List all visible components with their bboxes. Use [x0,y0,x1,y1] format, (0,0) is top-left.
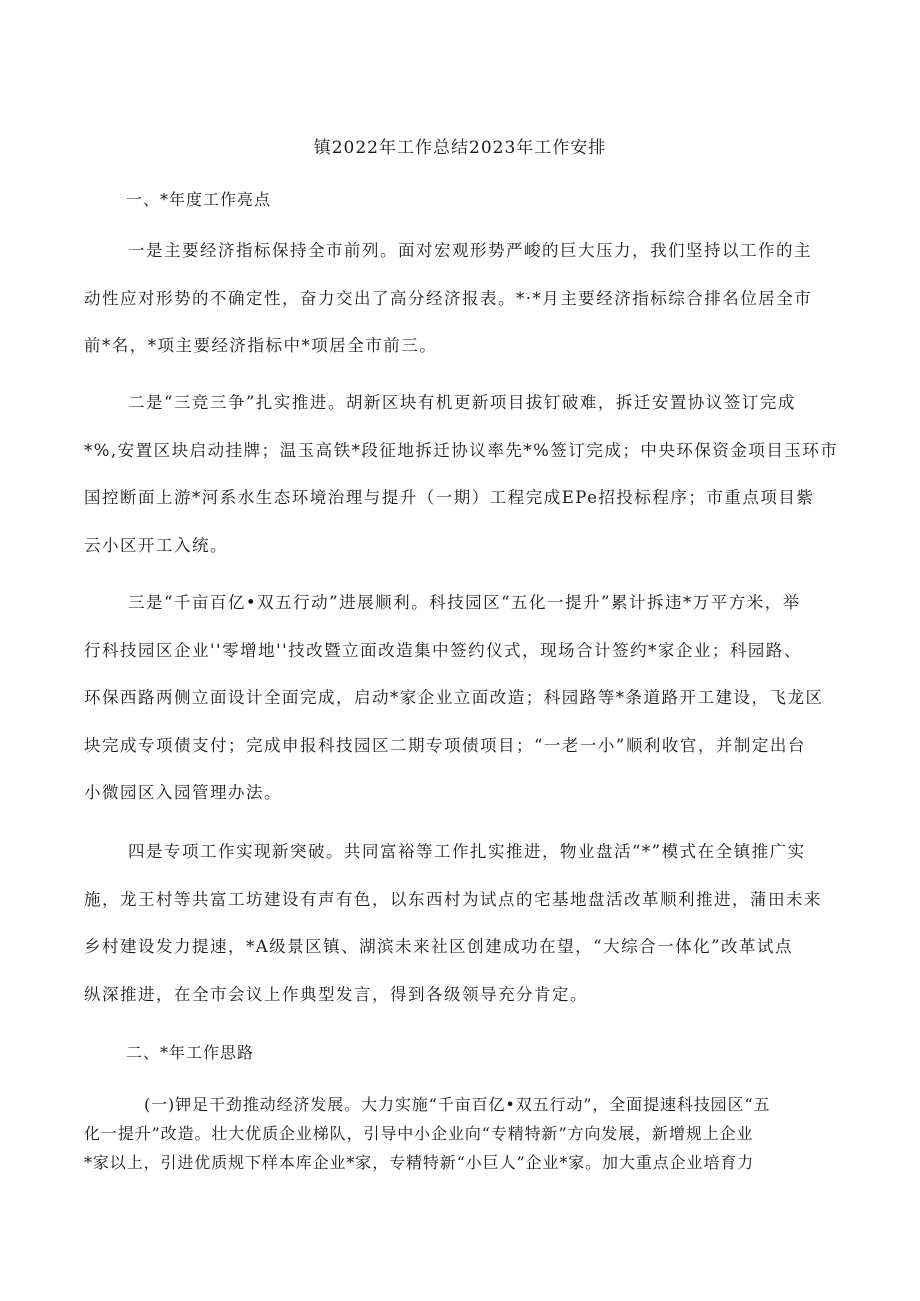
paragraph-line: 二是“三竞三争”扎实推进。胡新区块有机更新项目拔钉破难，拆迁安置协议签订完成 [128,393,796,412]
paragraph-line: *%,安置区块启动挂牌；温玉高铁*段征地拆迁协议率先*%签订完成；中央环保资金项目玉环市 [84,440,839,460]
paragraph-line: *家以上，引进优质规下样本库企业*家，专精特新“小巨人”企业*家。加大重点企业培育力 [84,1153,755,1172]
paragraph-line: 纵深推进，在全市会议上作典型发言，得到各级领导充分肯定。 [84,984,588,1004]
paragraph-line: (一)钾足干劲推动经济发展。大力实施“千亩百亿•双五行动”，全面提速科技园区“五 [144,1095,771,1114]
paragraph-economic-indicators [84,227,844,370]
paragraph-double-five-action [84,579,844,817]
paragraph-line: 国控断面上游*河系水生态环境治理与提升（一期）工程完成EPe招投标程序；市重点项目紫 [84,488,815,507]
document-title [0,133,920,158]
paragraph-special-work [84,828,844,1018]
paragraph-line: 行科技园区企业''零增地''技改暨立面改造集中签约仪式，现场合计签约*家企业；科园路、 [84,640,802,660]
paragraph-line: 乡村建设发力提速，*A级景区镇、湖滨未来社区创建成功在望，“大综合一体化”改革试点 [84,937,794,956]
title-line: 镇2022年工作总结2023年工作安排 [313,138,607,158]
paragraph-line: 一是主要经济指标保持全市前列。面对宏观形势严峻的巨大压力，我们坚持以工作的主 [128,241,812,260]
paragraph-line: 施，龙王村等共富工坊建设有声有色，以东西村为试点的宅基地盘活改革顺利推进，蒲田未来 [84,889,822,909]
paragraph-line: 小微园区入园管理办法。 [84,783,282,802]
paragraph-line: 四是专项工作实现新突破。共同富裕等工作扎实推进，物业盘活“*”模式在全镇推广实 [128,842,806,861]
paragraph-line: 环保西路两侧立面设计全面完成，启动*家企业立面改造；科园路等*条道路开工建设，飞龙区 [84,688,824,707]
paragraph-line: 云小区开工入统。 [84,535,228,555]
paragraph-line: 块完成专项债支付；完成申报科技园区二期专项债项目；“一老一小”顺利收官，并制定出台 [84,735,806,755]
section-heading-work-plan: 二、*年工作思路 [126,1043,255,1062]
paragraph-line: 三是“千亩百亿•双五行动”进展顺利。科技园区“五化一提升”累计拆违*万平方米，举 [128,593,801,612]
paragraph-three-competitions [84,379,844,569]
paragraph-economic-development [84,1090,844,1177]
paragraph-line: 前*名，*项主要经济指标中*项居全市前三。 [84,336,438,355]
paragraph-line: 化一提升”改造。壮大优质企业梯队，引导中小企业向“专精特新”方向发展，新增规上企业 [84,1124,754,1143]
paragraph-line: 动性应对形势的不确定性，奋力交出了高分经济报表。*·*月主要经济指标综合排名位居全市 [84,288,813,308]
section-heading-highlights: 一、*年度工作亮点 [126,190,272,209]
